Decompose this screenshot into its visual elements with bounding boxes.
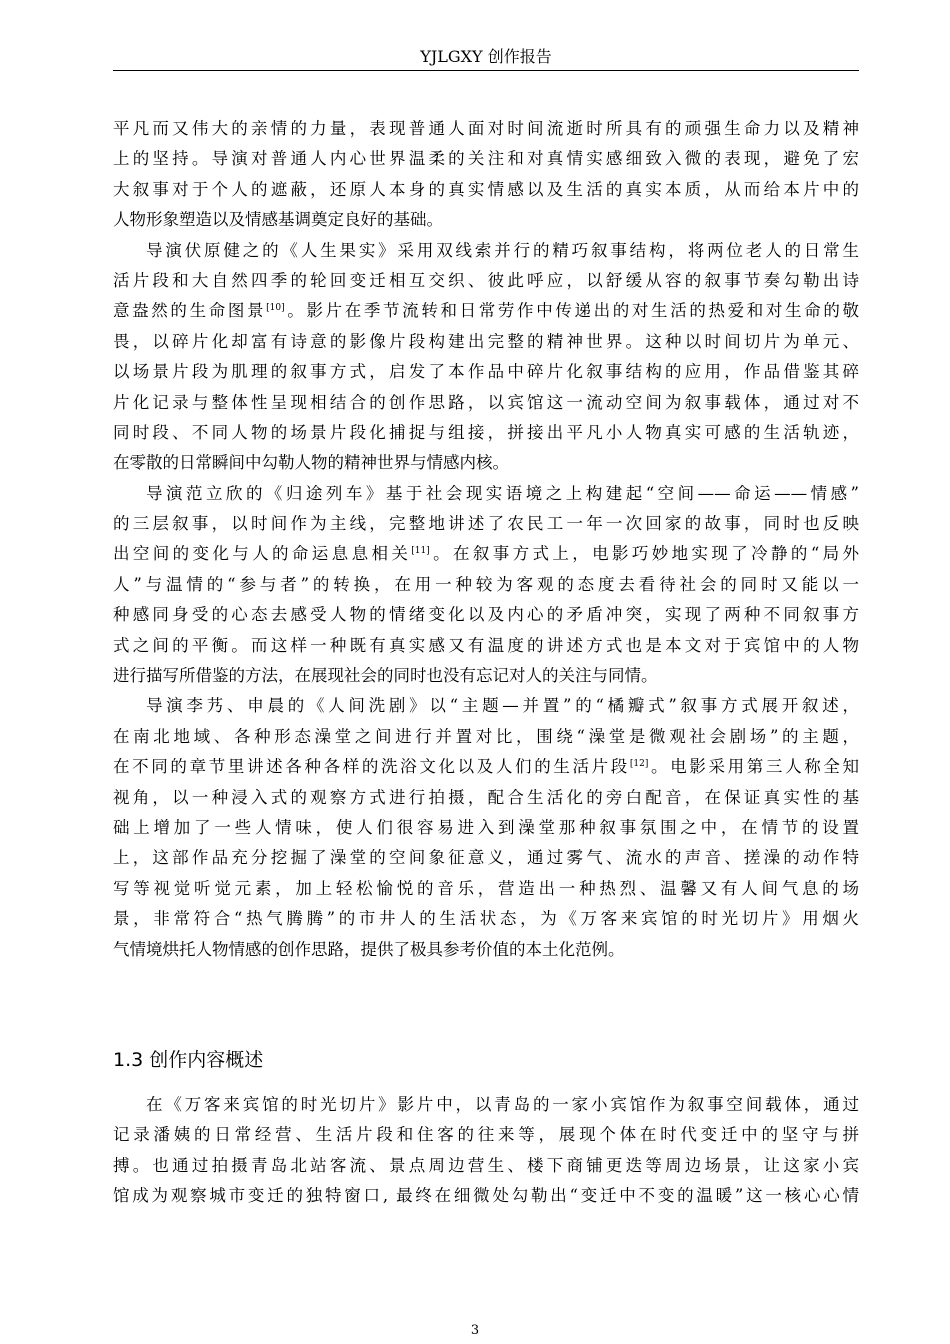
text-line: 上的坚持。导演对普通人内心世界温柔的关注和对真情实感细致入微的表现，避免了宏 [113,149,859,169]
citation-ref: [12] [629,759,649,770]
text-line: 的三层叙事，以时间作为主线，完整地讲述了农民工一年一次回家的故事，同时也反映 [113,514,859,534]
text-line: 畏，以碎片化却富有诗意的影像片段构建出完整的精神世界。这种以时间切片为单元、 [113,331,859,351]
text-line: 导演范立欣的《归途列车》基于社会现实语境之上构建起“空间——命运——情感” [146,483,859,503]
text-line: 人物形象塑造以及情感基调奠定良好的基础。 [113,210,443,230]
text-segment: 。影片在季节流转和日常劳作中传递出的对生活的热爱和对生命的敬 [284,301,859,321]
text-line: 在南北地域、各种形态澡堂之间进行并置对比，围绕“澡堂是微观社会剧场”的主题， [113,726,859,746]
text-line [113,752,859,782]
body-text [113,114,859,965]
page-header: YJLGXY 创作报告 [420,47,552,66]
text-line: 以场景片段为肌理的叙事方式，启发了本作品中碎片化叙事结构的应用，作品借鉴其碎 [113,362,859,382]
text-line: 记录潘姨的日常经营、生活片段和住客的往来等，展现个体在时代变迁中的坚守与拼 [113,1125,859,1145]
text-line: 大叙事对于个人的遮蔽，还原人本身的真实情感以及生活的真实本质，从而给本片中的 [113,179,859,199]
text-line: 进行描写所借鉴的方法，在展现社会的同时也没有忘记对人的关注与同情。 [113,666,658,686]
text-line: 导演李艿、申晨的《人间洗剧》以“主题—并置”的“橘瓣式”叙事方式展开叙述， [146,696,859,716]
text-segment: 在不同的章节里讲述各种各样的洗浴文化以及人们的生活片段 [113,757,630,777]
text-line: 在《万客来宾馆的时光切片》影片中，以青岛的一家小宾馆作为叙事空间载体，通过 [146,1095,859,1114]
text-line: 视角，以一种浸入式的观察方式进行拍摄，配合生活化的旁白配音，在保证真实性的基 [113,787,859,807]
text-segment: 。在叙事方式上，电影巧妙地实现了冷静的“局外 [429,544,859,564]
text-line: 上，这部作品充分挖掘了澡堂的空间象征意义，通过雾气、流水的声音、搓澡的动作特 [113,848,859,868]
text-line: 馆成为观察城市变迁的独特窗口, 最终在细微处勾勒出“变迁中不变的温暖”这一核心心情 [113,1186,859,1206]
text-line [113,539,859,569]
text-line: 础上增加了一些人情味，使人们很容易进入到澡堂那种叙事氛围之中，在情节的设置 [113,817,859,837]
text-line: 式之间的平衡。而这样一种既有真实感又有温度的讲述方式也是本文对于宾馆中的人物 [113,635,859,655]
text-segment: 。电影采用第三人称全知 [648,757,859,777]
text-line: 片化记录与整体性呈现相结合的创作思路，以宾馆这一流动空间为叙事载体，通过对不 [113,392,859,412]
text-line: 气情境烘托人物情感的创作思路，提供了极具参考价值的本土化范例。 [113,939,625,959]
text-line: 搏。也通过拍摄青岛北站客流、景点周边营生、楼下商铺更迭等周边场景，让这家小宾 [113,1155,859,1175]
text-line: 种感同身受的心态去感受人物的情绪变化以及内心的矛盾冲突，实现了两种不同叙事方 [113,605,859,625]
citation-ref: [11] [411,546,430,557]
text-line: 景，非常符合“热气腾腾”的市井人的生活状态，为《万客来宾馆的时光切片》用烟火 [113,909,859,929]
header-rule [113,70,859,71]
text-line [113,296,859,326]
section-heading: 1.3 创作内容概述 [113,1049,264,1071]
text-segment: 意盎然的生命图景 [113,301,267,321]
text-segment: 出空间的变化与人的命运息息相关 [113,544,412,564]
page-number: 3 [470,1323,480,1338]
text-line: 导演伏原健之的《人生果实》采用双线索并行的精巧叙事结构，将两位老人的日常生 [146,240,859,260]
section-body-text [113,1090,859,1212]
text-line: 人”与温情的“参与者”的转换，在用一种较为客观的态度去看待社会的同时又能以一 [113,574,859,594]
text-line: 活片段和大自然四季的轮回变迁相互交织、彼此呼应，以舒缓从容的叙事节奏勾勒出诗 [113,270,859,290]
text-line: 在零散的日常瞬间中勾勒人物的精神世界与情感内核。 [113,453,509,473]
citation-ref: [10] [266,303,285,314]
text-line: 同时段、不同人物的场景片段化捕捉与组接，拼接出平凡小人物真实可感的生活轨迹， [113,422,859,442]
text-line: 写等视觉听觉元素，加上轻松愉悦的音乐，营造出一种热烈、温馨又有人间气息的场 [113,878,859,898]
text-line: 平凡而又伟大的亲情的力量，表现普通人面对时间流逝时所具有的顽强生命力以及精神 [113,119,859,138]
